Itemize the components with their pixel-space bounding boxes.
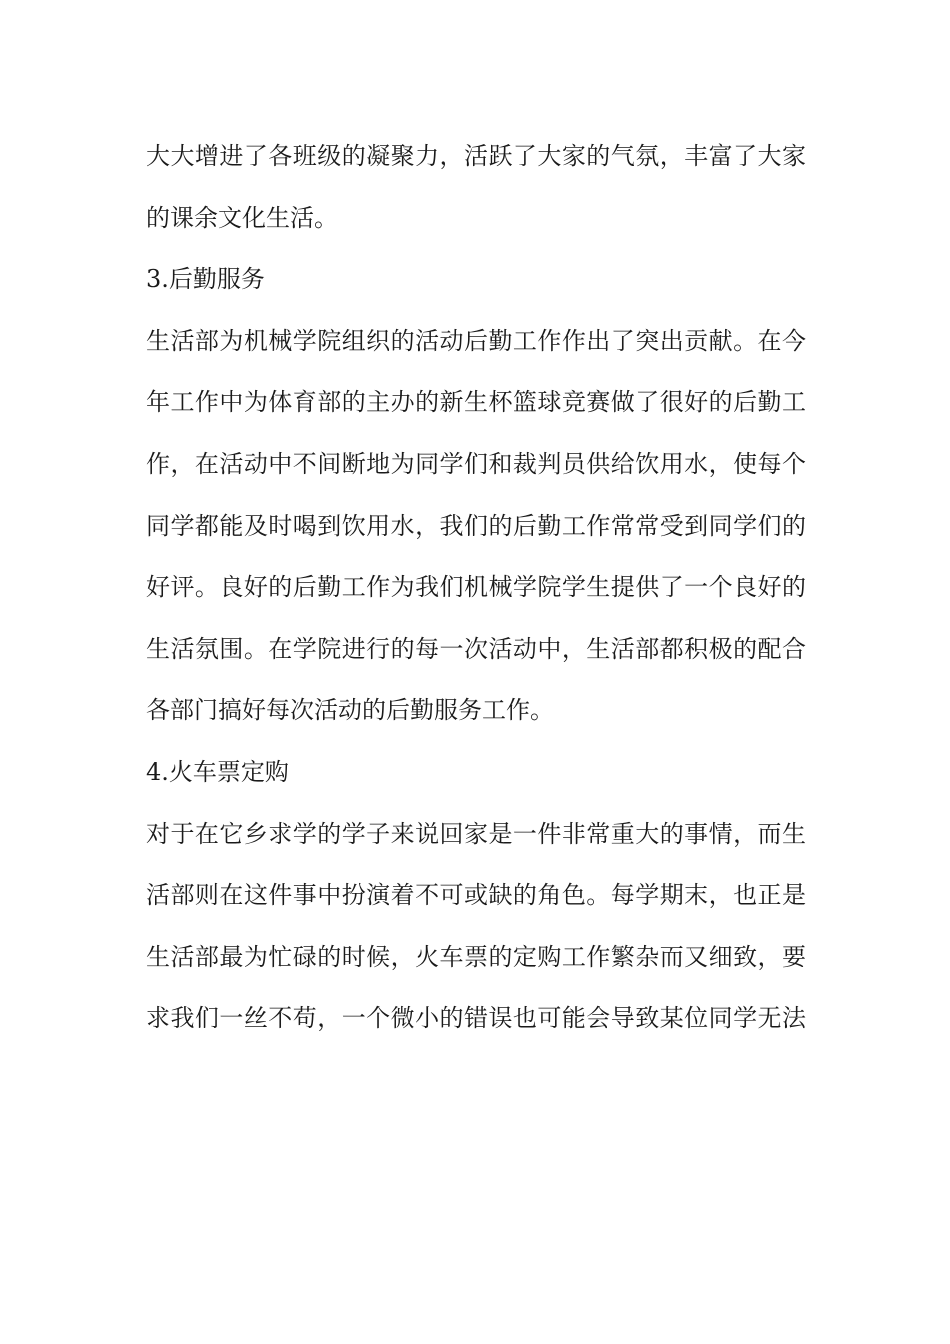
paragraph-line: 对于在它乡求学的学子来说回家是一件非常重大的事情，而生 [146,819,806,848]
paragraph-line: 的课余文化生活。 [146,203,338,232]
paragraph-line: 各部门搞好每次活动的后勤服务工作。 [146,696,554,725]
paragraph-line: 同学都能及时喝到饮用水，我们的后勤工作常常受到同学们的 [146,511,806,540]
paragraph-line: 生活部最为忙碌的时候，火车票的定购工作繁杂而又细致，要 [146,942,806,971]
paragraph-line: 作，在活动中不间断地为同学们和裁判员供给饮用水，使每个 [146,449,806,478]
paragraph-line: 求我们一丝不苟，一个微小的错误也可能会导致某位同学无法 [146,1004,806,1033]
paragraph-line: 好评。良好的后勤工作为我们机械学院学生提供了一个良好的 [146,573,806,602]
document-body [146,126,806,1050]
paragraph-line: 活部则在这件事中扮演着不可或缺的角色。每学期末，也正是 [146,881,806,910]
paragraph-line: 生活氛围。在学院进行的每一次活动中，生活部都积极的配合 [146,634,806,663]
section-heading: 4.火车票定购 [146,757,289,786]
paragraph-line: 生活部为机械学院组织的活动后勤工作作出了突出贡献。在今 [146,326,806,355]
paragraph-line: 大大增进了各班级的凝聚力，活跃了大家的气氛，丰富了大家 [146,142,806,170]
paragraph-line: 年工作中为体育部的主办的新生杯篮球竞赛做了很好的后勤工 [146,388,806,417]
section-heading: 3.后勤服务 [146,265,265,294]
